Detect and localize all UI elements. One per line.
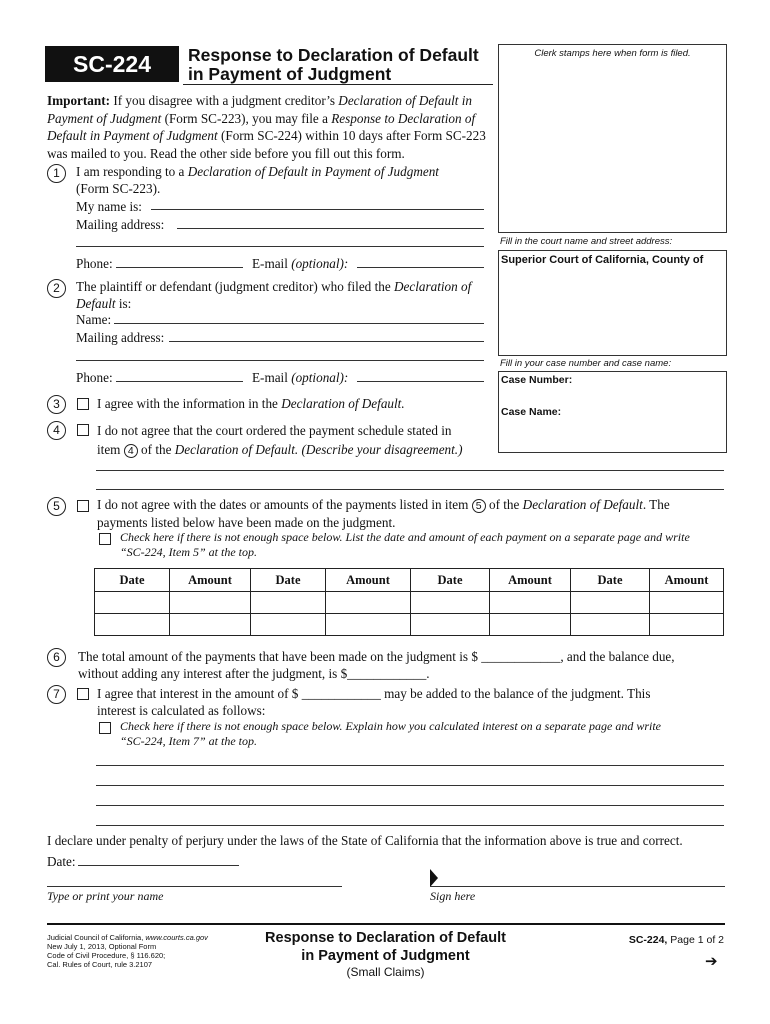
item-1-text-1: I am responding to a: [76, 164, 188, 179]
item-7-space-note: [120, 719, 661, 749]
payments-header-amount: Amount: [326, 569, 411, 592]
item-1-phone-field[interactable]: [116, 267, 243, 268]
court-name: Superior Court of California, County of: [501, 254, 704, 266]
payments-header-date: Date: [571, 569, 650, 592]
case-name: Case Name:: [501, 405, 562, 418]
payments-table: [94, 568, 724, 636]
item-4-text-3: of the: [137, 442, 175, 457]
payments-header-amount: Amount: [490, 569, 571, 592]
item-4-text-2: item: [97, 442, 124, 457]
payments-header-date: Date: [251, 569, 326, 592]
item-2-mailing-field-2[interactable]: [76, 360, 484, 361]
footer-subtitle: (Small Claims): [346, 965, 425, 979]
important-text-1: If you disagree with a judgment creditor’s: [110, 93, 339, 108]
item-5-text: [97, 496, 670, 532]
signature-field[interactable]: [430, 886, 725, 887]
item-2-email-optional: (optional):: [291, 370, 349, 385]
item-6-text-2: without adding any interest after the judgment, is $____________.: [78, 666, 430, 681]
item-5-text-1: I do not agree with the dates or amounts of the payments listed in item: [97, 497, 472, 512]
footer-council: Judicial Council of California,: [47, 933, 146, 942]
payment-cell[interactable]: [490, 614, 571, 636]
item-5-number: 5: [47, 497, 66, 516]
item-1-number: 1: [47, 164, 66, 183]
item-7-checkbox[interactable]: [77, 688, 89, 700]
item-1-name-field[interactable]: [151, 209, 484, 210]
form-title-line1: Response to Declaration of Default: [188, 45, 479, 65]
item-4-text-1: I do not agree that the court ordered the payment schedule stated in: [97, 423, 452, 438]
payment-cell[interactable]: [326, 614, 411, 636]
item-6-number: 6: [47, 648, 66, 667]
important-text-5: (Form SC-224) within 10 days after Form SC-223 was mailed to you. Read the other side before you fill out this form.: [47, 128, 486, 161]
payment-cell[interactable]: [170, 614, 251, 636]
table-row: [95, 614, 724, 636]
item-5-space-note-2: “SC-224, Item 5” at the top.: [120, 545, 257, 559]
payments-header-date: Date: [95, 569, 170, 592]
item-3-text-2: Declaration of Default.: [281, 396, 405, 411]
footer-page: Page 1 of 2: [667, 934, 724, 946]
payment-cell[interactable]: [251, 614, 326, 636]
item-1-email-text: E-mail: [252, 256, 292, 271]
item-2-email-field[interactable]: [357, 381, 484, 382]
important-notice: [47, 92, 495, 162]
payments-header-date: Date: [411, 569, 490, 592]
item-4-number: 4: [47, 421, 66, 440]
item-4-ref-number: 4: [124, 444, 138, 458]
item-1-text-2: Declaration of Default in Payment of Judgment: [187, 164, 439, 179]
item-1-email-label: [252, 255, 348, 272]
item-3-checkbox[interactable]: [77, 398, 89, 410]
item-5-text-2: of the: [485, 497, 523, 512]
table-row: [95, 592, 724, 614]
form-title-line2: in Payment of Judgment: [188, 64, 392, 84]
footer-page-number: [600, 934, 724, 948]
sign-arrow-icon: [430, 869, 438, 887]
item-4-text-4: Declaration of Default. (Describe your disagreement.): [174, 442, 463, 457]
footer-citation-line2: New July 1, 2013, Optional Form: [47, 942, 157, 951]
payment-cell[interactable]: [170, 592, 251, 614]
item-2-mailing-label: Mailing address:: [76, 330, 165, 345]
next-page-arrow-icon: ➔: [705, 953, 718, 970]
clerk-stamp-box: [498, 44, 727, 233]
payment-cell[interactable]: [95, 614, 170, 636]
footer-citation: [47, 933, 208, 969]
item-1-text: [76, 163, 439, 197]
item-7-text-2: interest is calculated as follows:: [97, 703, 266, 718]
payments-header-row: [95, 569, 724, 592]
item-2-mailing-field[interactable]: [169, 341, 484, 342]
item-5-ref-number: 5: [472, 499, 486, 513]
item-6-text-1: The total amount of the payments that have been made on the judgment is $ ____________, and the balance due,: [78, 649, 675, 664]
item-7-field-1[interactable]: [96, 765, 724, 766]
item-7-field-4[interactable]: [96, 825, 724, 826]
item-1-email-field[interactable]: [357, 267, 484, 268]
item-3-text: [97, 395, 405, 412]
item-1-mailing-label: Mailing address:: [76, 217, 165, 232]
footer-website: www.courts.ca.gov: [145, 933, 208, 942]
footer-citation-line1: [47, 933, 208, 942]
item-5-text-5: payments listed below have been made on the judgment.: [97, 515, 396, 530]
important-text-2: Declaration of Default in Payment of Judgment: [47, 93, 472, 126]
item-7-space-checkbox[interactable]: [99, 722, 111, 734]
item-5-space-checkbox[interactable]: [99, 533, 111, 545]
payment-cell[interactable]: [571, 614, 650, 636]
payment-cell[interactable]: [571, 592, 650, 614]
item-5-checkbox[interactable]: [77, 500, 89, 512]
form-id: SC-224: [73, 51, 151, 77]
item-4-field-1[interactable]: [96, 470, 724, 471]
case-info-box[interactable]: [498, 371, 727, 453]
footer-citation-line4: Cal. Rules of Court, rule 3.2107: [47, 960, 153, 969]
declaration-text: I declare under penalty of perjury under the laws of the State of California that the information above is true and correct.: [47, 833, 683, 848]
court-label: Fill in the court name and street address:: [500, 236, 673, 247]
print-name-field[interactable]: [47, 886, 342, 887]
item-2-email-label: [252, 369, 348, 386]
payment-cell[interactable]: [411, 592, 490, 614]
item-3-text-1: I agree with the information in the: [97, 396, 282, 411]
payment-cell[interactable]: [251, 592, 326, 614]
item-6-text: [78, 648, 675, 682]
payments-header-amount: Amount: [170, 569, 251, 592]
court-name-box[interactable]: [498, 250, 727, 356]
item-2-phone-field[interactable]: [116, 381, 243, 382]
header-rule: [183, 84, 493, 85]
print-name-text: Type or print your name: [47, 889, 164, 903]
payment-cell[interactable]: [650, 614, 724, 636]
date-field[interactable]: [78, 865, 239, 866]
case-label: Fill in your case number and case name:: [500, 358, 672, 369]
item-2-name-field[interactable]: [114, 323, 484, 324]
item-7-space-note-1: Check here if there is not enough space below. Explain how you calculated interest on a separate page and write: [120, 719, 662, 733]
item-4-text: [97, 421, 463, 459]
item-7-field-2[interactable]: [96, 785, 724, 786]
footer-citation-line3: Code of Civil Procedure, § 116.620;: [47, 951, 166, 960]
print-name-label: [47, 889, 163, 905]
payments-header-amount: Amount: [650, 569, 724, 592]
clerk-stamp-note: Clerk stamps here when form is filed.: [534, 48, 691, 59]
payment-cell[interactable]: [326, 592, 411, 614]
item-2-text-1: The plaintiff or defendant (judgment creditor) who filed the: [76, 279, 394, 294]
item-7-field-3[interactable]: [96, 805, 724, 806]
item-4-checkbox[interactable]: [77, 424, 89, 436]
item-2-text: [76, 278, 486, 312]
item-1-email-optional: (optional):: [291, 256, 349, 271]
item-5-space-note-1: Check here if there is not enough space below. List the date and amount of each payment on a separate page and write: [120, 530, 690, 544]
item-7-number: 7: [47, 685, 66, 704]
item-3-number: 3: [47, 395, 66, 414]
item-7-text: [97, 685, 650, 719]
sign-here-label: [430, 889, 475, 905]
payment-cell[interactable]: [95, 592, 170, 614]
item-5-space-note: [120, 530, 690, 560]
item-2-phone-label: Phone:: [76, 370, 113, 385]
payment-cell[interactable]: [490, 592, 571, 614]
payment-cell[interactable]: [650, 592, 724, 614]
footer-form-id: SC-224,: [628, 934, 668, 946]
item-7-text-1: I agree that interest in the amount of $ ____________ may be added to the balance of the judgment. This: [97, 686, 651, 701]
item-1-mailing-field-2[interactable]: [76, 246, 484, 247]
item-1-phone-label: Phone:: [76, 256, 113, 271]
footer-title-line2: in Payment of Judgment: [301, 948, 470, 964]
item-1-mailing-field[interactable]: [177, 228, 484, 229]
payment-cell[interactable]: [411, 614, 490, 636]
sign-here-text: Sign here: [430, 889, 476, 903]
footer-title: [238, 930, 533, 980]
item-5-text-4: . The: [642, 497, 670, 512]
item-1-text-3: (Form SC-223).: [76, 181, 161, 196]
item-1-name-label: My name is:: [76, 199, 142, 214]
footer-rule: [47, 923, 725, 925]
item-2-text-3: is:: [115, 296, 132, 311]
important-text-4: Response to Declaration of Default in Payment of Judgment: [47, 110, 476, 143]
form-id-badge: [45, 46, 179, 82]
item-2-text-2: Declaration of Default: [76, 279, 472, 311]
footer-title-line1: Response to Declaration of Default: [265, 930, 506, 946]
date-label: Date:: [47, 854, 76, 869]
item-2-email-text: E-mail: [252, 370, 292, 385]
form-title: [188, 46, 479, 84]
item-2-name-label: Name:: [76, 312, 112, 327]
important-text-3: (Form SC-223), you may file a: [161, 110, 332, 126]
item-5-text-3: Declaration of Default: [522, 497, 643, 512]
item-2-number: 2: [47, 279, 66, 298]
case-number: Case Number:: [501, 374, 573, 386]
item-7-space-note-2: “SC-224, Item 7” at the top.: [120, 734, 257, 748]
item-4-field-2[interactable]: [96, 489, 724, 490]
important-label: Important:: [47, 93, 111, 108]
